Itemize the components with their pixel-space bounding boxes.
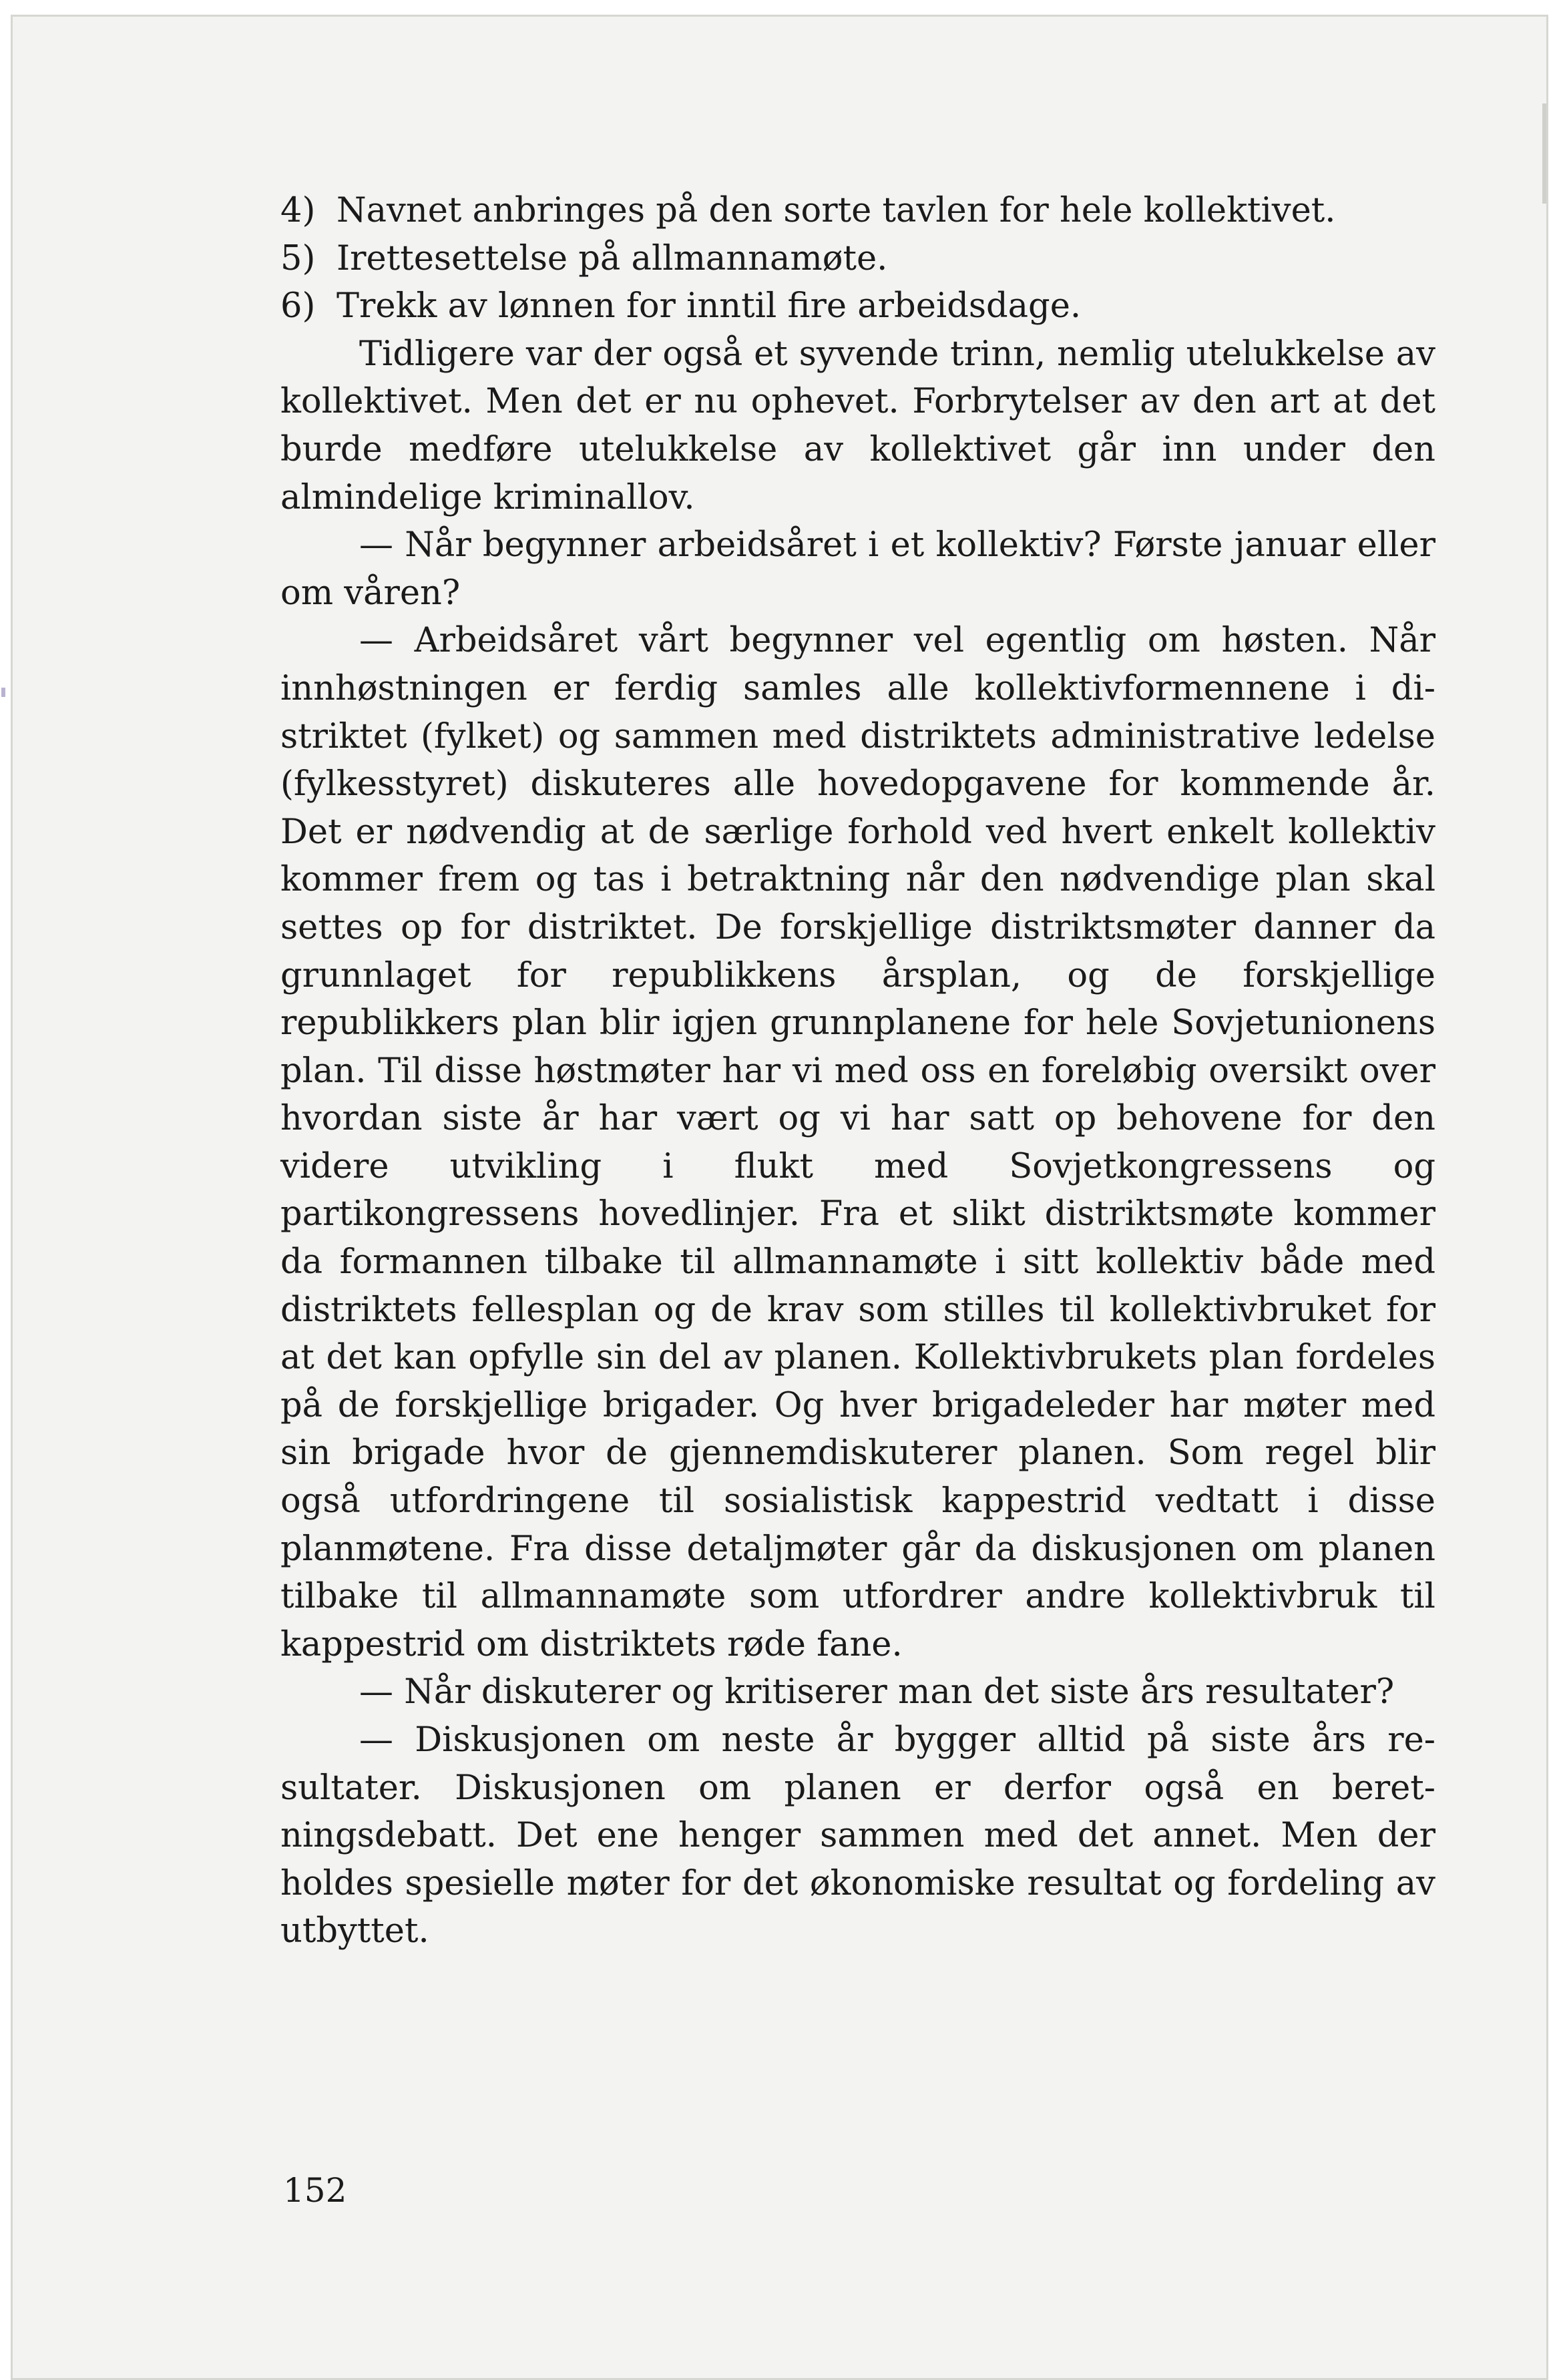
list-item [280, 187, 1435, 235]
list-item-text: Irettesettelse på allmannamøte. [337, 238, 888, 278]
page-text [280, 187, 1435, 1955]
list-item [280, 282, 1435, 330]
list-item-number: 6) [280, 286, 316, 326]
page-edge-shadow [1542, 103, 1546, 204]
answer-paragraph: — Arbeidsåret vårt begynner vel egentlig om høsten. Når innhøstningen er ferdig samles alle kollektivformennene i distriktet (fylket) og sammen med distriktets administrative ledelse (fylkesstyret) diskuteres alle hovedopgavene for kommende år. Det er nødvendig at de særlige forhold ved hvert enkelt kollektiv kommer frem og tas i betraktning når den nødvendige plan skal settes op for distriktet. De forskjellige distriktsmøter danner da grunnlaget for republikkens årsplan, og de forskjellige republikkers plan blir igjen grunnplanene for hele Sovjetunionens plan. Til disse høstmøter har vi med oss en foreløbig oversikt over hvordan siste år har vært og vi har satt op behovene for den videre utvikling i flukt med Sovjetkongressens og partikongressens hovedlinjer. Fra et slikt distriktsmøte kommer da formannen tilbake til allmannamøte i sitt kollektiv både med distriktets fellesplan og de krav som stilles til kollektivbruket for at det kan opfylle sin del av planen. Kollektivbrukets plan fordeles på de forskjellige brigader. Og hver brigadeleder har møter med sin brigade hvor de gjennemdiskuterer planen. Som regel blir også utfordringene til sosialistisk kappestrid vedtatt i disse planmøtene. Fra disse detaljmøter går da diskusjonen om planen tilbake til allmannamøte som utfordrer andre kollektivbruk til kappestrid om distriktets røde fane. [280, 621, 1435, 1664]
paragraph: Tidligere var der også et syvende trinn, nemlig utelukkelse av kollektivet. Men det er nu ophevet. Forbrytelser av den art at det burde medføre utelukkelse av kollektivet går inn under den almindelige kriminallov. [280, 334, 1435, 517]
list-item-number: 5) [280, 238, 316, 278]
list-item [280, 235, 1435, 283]
answer-paragraph: — Diskusjonen om neste år bygger alltid på siste års resultater. Diskusjonen om planen er derfor også en beretningsdebatt. Det ene henger sammen med det annet. Men der holdes spesielle møter for det økonomiske resultat og fordeling av utbyttet. [280, 1720, 1435, 1951]
question-paragraph: — Når diskuterer og kritiserer man det siste års resultater? [359, 1672, 1395, 1712]
question-paragraph: — Når begynner arbeidsåret i et kollektiv? Første januar eller om våren? [280, 525, 1435, 613]
page-number: 152 [283, 2171, 347, 2210]
list-item-text: Navnet anbringes på den sorte tavlen for hele kollektivet. [337, 191, 1336, 230]
scan-edge-mark [1, 688, 5, 697]
list-item-number: 4) [280, 191, 316, 230]
list-item-text: Trekk av lønnen for inntil fire arbeidsdage. [337, 286, 1082, 326]
